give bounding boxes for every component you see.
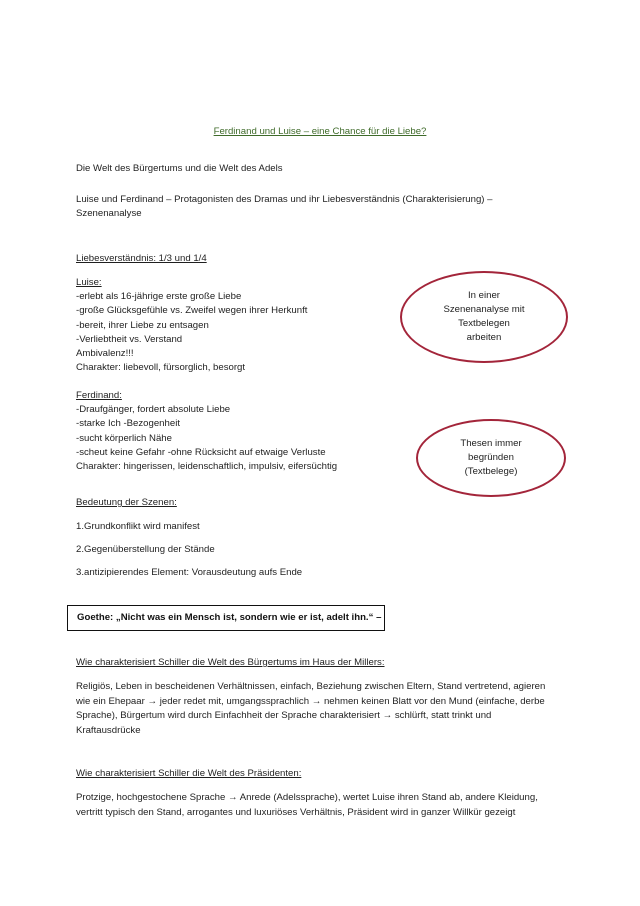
- list-item: Charakter: liebevoll, fürsorglich, besorgt: [76, 362, 246, 374]
- luise-heading: Luise:: [76, 277, 102, 288]
- list-item: -erlebt als 16-jährige erste große Liebe: [76, 291, 242, 303]
- list-item: -sucht körperlich Nähe: [76, 432, 172, 444]
- note-line: arbeiten: [466, 332, 502, 343]
- intro-line: Luise und Ferdinand – Protagonisten des Dramas und ihr Liebesverständnis (Charakterisierung) –: [76, 194, 493, 205]
- list-item: -Draufgänger, fordert absolute Liebe: [76, 404, 231, 416]
- note-line: Thesen immer: [460, 438, 522, 449]
- goethe-quote-box: Goethe: „Nicht was ein Mensch ist, sondern wie er ist, adelt ihn.“ –: [67, 605, 385, 631]
- list-item: -große Glücksgefühle vs. Zweifel wegen ihrer Herkunft: [76, 305, 308, 317]
- list-item: Ambivalenz!!!: [76, 348, 134, 360]
- buergertum-paragraph: Religiös, Leben in bescheidenen Verhältnissen, einfach, Beziehung zwischen Eltern, Stand vertretend, agieren wie ein Ehepaar → jeder redet mit, umgangssprachlich → nehmen keinen Blatt vor den Mund (einfache, derbe Sprache), Bürgertum wird durch Einfachheit der Sprache charakterisiert → schlürft, statt trinkt und Kraftausdrücke: [76, 681, 546, 736]
- list-item: 3.antizipierendes Element: Vorausdeutung aufs Ende: [76, 567, 303, 578]
- document-title: Ferdinand und Luise – eine Chance für die Liebe?: [213, 126, 427, 137]
- note-line: begründen: [468, 452, 514, 463]
- intro-line: Die Welt des Bürgertums und die Welt des Adels: [76, 163, 283, 174]
- section-heading-buergertum: Wie charakterisiert Schiller die Welt des Bürgertums im Haus der Millers:: [76, 657, 385, 668]
- list-item: -bereit, ihrer Liebe zu entsagen: [76, 319, 209, 331]
- note-line: Szenenanalyse mit: [443, 304, 525, 315]
- praesident-paragraph: Protzige, hochgestochene Sprache → Anrede (Adelssprache), wertet Luise ihren Stand ab, andere Kleidung, vertritt typisch den Stand, arrogantes und luxuriöses Verhältnis, Präsident wird in ganzer Willkür gezeigt: [76, 792, 538, 818]
- ferdinand-block: [76, 389, 337, 474]
- section-heading-liebesverstaendnis: Liebesverständnis: 1/3 und 1/4: [76, 253, 207, 264]
- list-item: 1.Grundkonflikt wird manifest: [76, 521, 200, 532]
- intro-line: Szenenanalyse: [76, 208, 142, 219]
- list-item: -scheut keine Gefahr -ohne Rücksicht auf etwaige Verluste: [76, 446, 326, 458]
- luise-block: [76, 276, 307, 375]
- note-line: Textbelegen: [458, 318, 510, 329]
- note-ellipse-szenenanalyse: [400, 271, 568, 363]
- section-heading-bedeutung: Bedeutung der Szenen:: [76, 497, 177, 508]
- list-item: -Verliebtheit vs. Verstand: [76, 333, 183, 345]
- list-item: 2.Gegenüberstellung der Stände: [76, 544, 215, 555]
- note-ellipse-thesen: [416, 419, 566, 497]
- ferdinand-heading: Ferdinand:: [76, 390, 122, 401]
- section-heading-praesident: Wie charakterisiert Schiller die Welt des Präsidenten:: [76, 768, 302, 779]
- list-item: Charakter: hingerissen, leidenschaftlich, impulsiv, eifersüchtig: [76, 461, 338, 473]
- note-line: (Textbelege): [464, 466, 518, 477]
- note-line: In einer: [468, 290, 500, 301]
- list-item: -starke Ich -Bezogenheit: [76, 418, 180, 430]
